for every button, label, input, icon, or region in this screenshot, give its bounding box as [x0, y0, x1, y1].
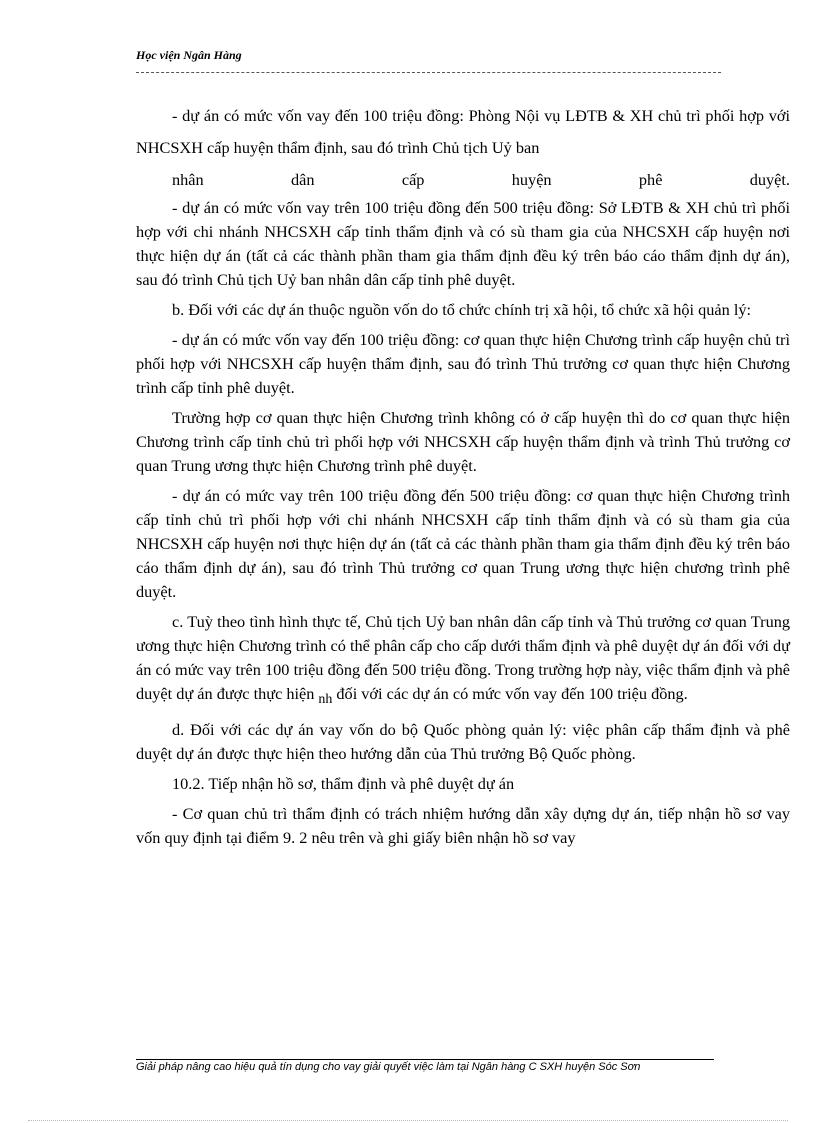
- header-divider: [136, 72, 721, 73]
- paragraph-1: - dự án có mức vốn vay đến 100 triệu đồng: Phòng Nội vụ LĐTB & XH chủ trì phối hợp với NHCSXH cấp huyện thẩm định, sau đó trình Chủ tịch Uỷ ban: [136, 106, 790, 157]
- paragraph-3: b. Đối với các dự án thuộc nguồn vốn do tổ chức chính trị xã hội, tổ chức xã hội quản lý:: [172, 300, 752, 319]
- paragraph-7-mark: nh: [318, 692, 333, 707]
- paragraph-7-text: c. Tuỳ theo tình hình thực tế, Chủ tịch Uỷ ban nhân dân cấp tỉnh và Thủ trưởng cơ quan Trung ương thực hiện Chương trình có thể phân cấp cho cấp dưới thẩm định và phê duyệt dự án đối với dự án có mức vay trên 100 triệu đồng đến 500 triệu đồng. Trong trường hợp này, việc thẩm định và phê duyệt dự án được thực hiện: [136, 612, 790, 703]
- paragraph-8: d. Đối với các dự án vay vốn do bộ Quốc phòng quản lý: việc phân cấp thẩm định và phê duyệt dự án được thực hiện theo hướng dẫn của Thủ trưởng Bộ Quốc phòng.: [136, 720, 790, 763]
- paragraph-2: - dự án có mức vốn vay trên 100 triệu đồng đến 500 triệu đồng: Sở LĐTB & XH chủ trì phối hợp với chi nhánh NHCSXH cấp tỉnh thẩm định và có sù tham gia của NHCSXH cấp huyện nơi thực hiện dự án (tất cả các thành phần tham gia thẩm định đều ký trên báo cáo thẩm định dự án), sau đó trình Chủ tịch Uỷ ban nhân dân cấp tỉnh phê duyệt.: [136, 198, 790, 289]
- header-title: Học viện Ngân Hàng: [136, 48, 242, 62]
- footer-divider: [136, 1059, 714, 1060]
- paragraph-1-continued: nhân dân cấp huyện phê duyệt.: [172, 170, 790, 189]
- section-heading-10-2: 10.2. Tiếp nhận hồ sơ, thẩm định và phê duyệt dự án: [172, 774, 515, 793]
- paragraph-4: - dự án có mức vốn vay đến 100 triệu đồng: cơ quan thực hiện Chương trình cấp huyện chủ trì phối hợp với NHCSXH cấp huyện thẩm định, sau đó trình Thủ trưởng cơ quan thực hiện Chương trình cấp tỉnh phê duyệt.: [136, 330, 790, 397]
- paragraph-6: - dự án có mức vay trên 100 triệu đồng đến 500 triệu đồng: cơ quan thực hiện Chương trình cấp tỉnh chủ trì phối hợp với chi nhánh NHCSXH cấp tỉnh thẩm định và có sù tham gia của NHCSXH cấp huyện nơi thực hiện dự án (tất cả các thành phần tham gia thẩm định đều ký trên báo cáo thẩm định dự án), sau đó trình Thủ trưởng cơ quan Trung ương thực hiện chương trình phê duyệt.: [136, 486, 790, 601]
- paragraph-7: [136, 610, 790, 712]
- page-bottom-border: [28, 1120, 788, 1121]
- paragraph-5: Trường hợp cơ quan thực hiện Chương trình không có ở cấp huyện thì do cơ quan thực hiện Chương trình cấp tỉnh chủ trì phối hợp với NHCSXH cấp huyện thẩm định và trình Thủ trưởng cơ quan Trung ương thực hiện Chương trình phê duyệt.: [136, 408, 790, 475]
- document-body: [136, 100, 790, 850]
- paragraph-9: - Cơ quan chủ trì thẩm định có trách nhiệm hướng dẫn xây dựng dự án, tiếp nhận hồ sơ vay vốn quy định tại điểm 9. 2 nêu trên và ghi giấy biên nhận hồ sơ vay: [136, 804, 790, 847]
- paragraph-7-tail: đối với các dự án có mức vốn vay đến 100 triệu đồng.: [336, 684, 688, 703]
- footer-text: Giải pháp nâng cao hiệu quả tín dụng cho vay giải quyết việc làm tại Ngân hàng C SXH huyện Sóc Sơn: [136, 1061, 641, 1073]
